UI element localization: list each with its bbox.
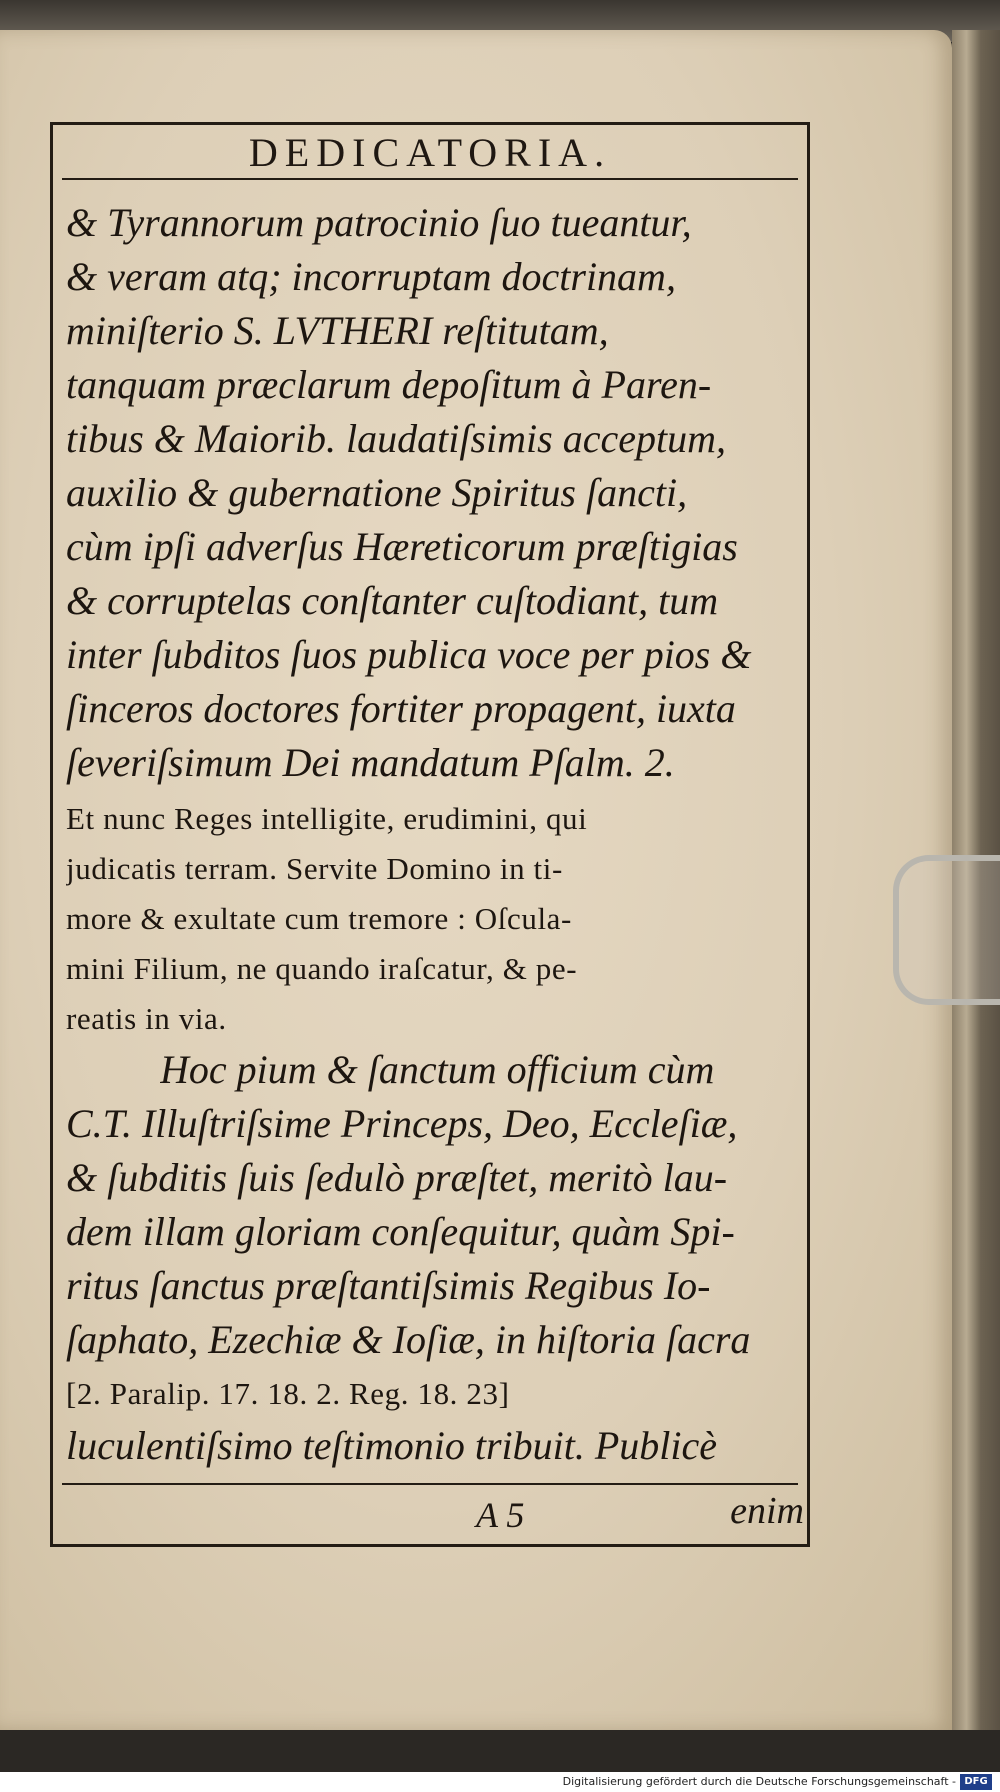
text-line: auxilio & gubernatione Spiritus ſancti,: [66, 470, 688, 515]
dfg-logo: DFG: [960, 1774, 992, 1790]
header-rule: [62, 178, 798, 180]
digitization-credit: Digitalisierung gefördert durch die Deutsche Forschungsgemeinschaft -: [562, 1775, 956, 1788]
text-line: dem illam gloriam conſequitur, quàm Spi-: [66, 1209, 735, 1254]
text-line: inter ſubditos ſuos publica voce per pios &: [66, 632, 752, 677]
text-line: luculentiſsimo teſtimonio tribuit. Publicè: [66, 1423, 718, 1468]
text-line: judicatis terram. Servite Domino in ti-: [66, 851, 563, 886]
text-line: mini Filium, ne quando iraſcatur, & pe-: [66, 951, 578, 986]
text-line: ritus ſanctus præſtantiſsimis Regibus Io-: [66, 1263, 711, 1308]
text-line: tibus & Maiorib. laudatiſsimis acceptum,: [66, 416, 726, 461]
footer-rule: [62, 1483, 798, 1485]
text-line: ſaphato, Ezechiæ & Ioſiæ, in hiſtoria ſacra: [66, 1317, 751, 1362]
catchword: enim: [730, 1490, 804, 1532]
text-line: & veram atq; incorruptam doctrinam,: [66, 254, 676, 299]
text-line: C.T. Illuſtriſsime Princeps, Deo, Eccleſiæ,: [66, 1101, 738, 1146]
text-line: reatis in via.: [66, 1001, 227, 1036]
page-clip: [893, 855, 1000, 1005]
running-head: DEDICATORIA.: [248, 130, 612, 175]
text-line: tanquam præclarum depoſitum à Paren-: [66, 362, 712, 407]
text-line: cùm ipſi adverſus Hæreticorum præſtigias: [66, 524, 738, 569]
text-line: & ſubditis ſuis ſedulò præſtet, meritò lau-: [66, 1155, 728, 1200]
text-line: more & exultate cum tremore : Oſcula-: [66, 901, 572, 936]
text-line: ſinceros doctores fortiter propagent, iuxta: [66, 686, 736, 731]
text-line: Et nunc Reges intelligite, erudimini, qui: [66, 801, 588, 836]
text-line: miniſterio S. LVTHERI reſtitutam,: [66, 308, 609, 353]
text-line: & Tyrannorum patrocinio ſuo tueantur,: [66, 200, 692, 245]
frame-bottom-rule: [50, 1544, 810, 1547]
text-line: [2. Paralip. 17. 18. 2. Reg. 18. 23]: [66, 1376, 510, 1411]
frame-top-rule: [50, 122, 810, 125]
text-line: ſeveriſsimum Dei mandatum Pſalm. 2.: [66, 740, 675, 785]
signature-mark: A 5: [476, 1495, 525, 1535]
paragraph-first-line: Hoc pium & ſanctum officium cùm: [160, 1047, 715, 1092]
text-line: & corruptelas conſtanter cuſtodiant, tum: [66, 578, 719, 623]
